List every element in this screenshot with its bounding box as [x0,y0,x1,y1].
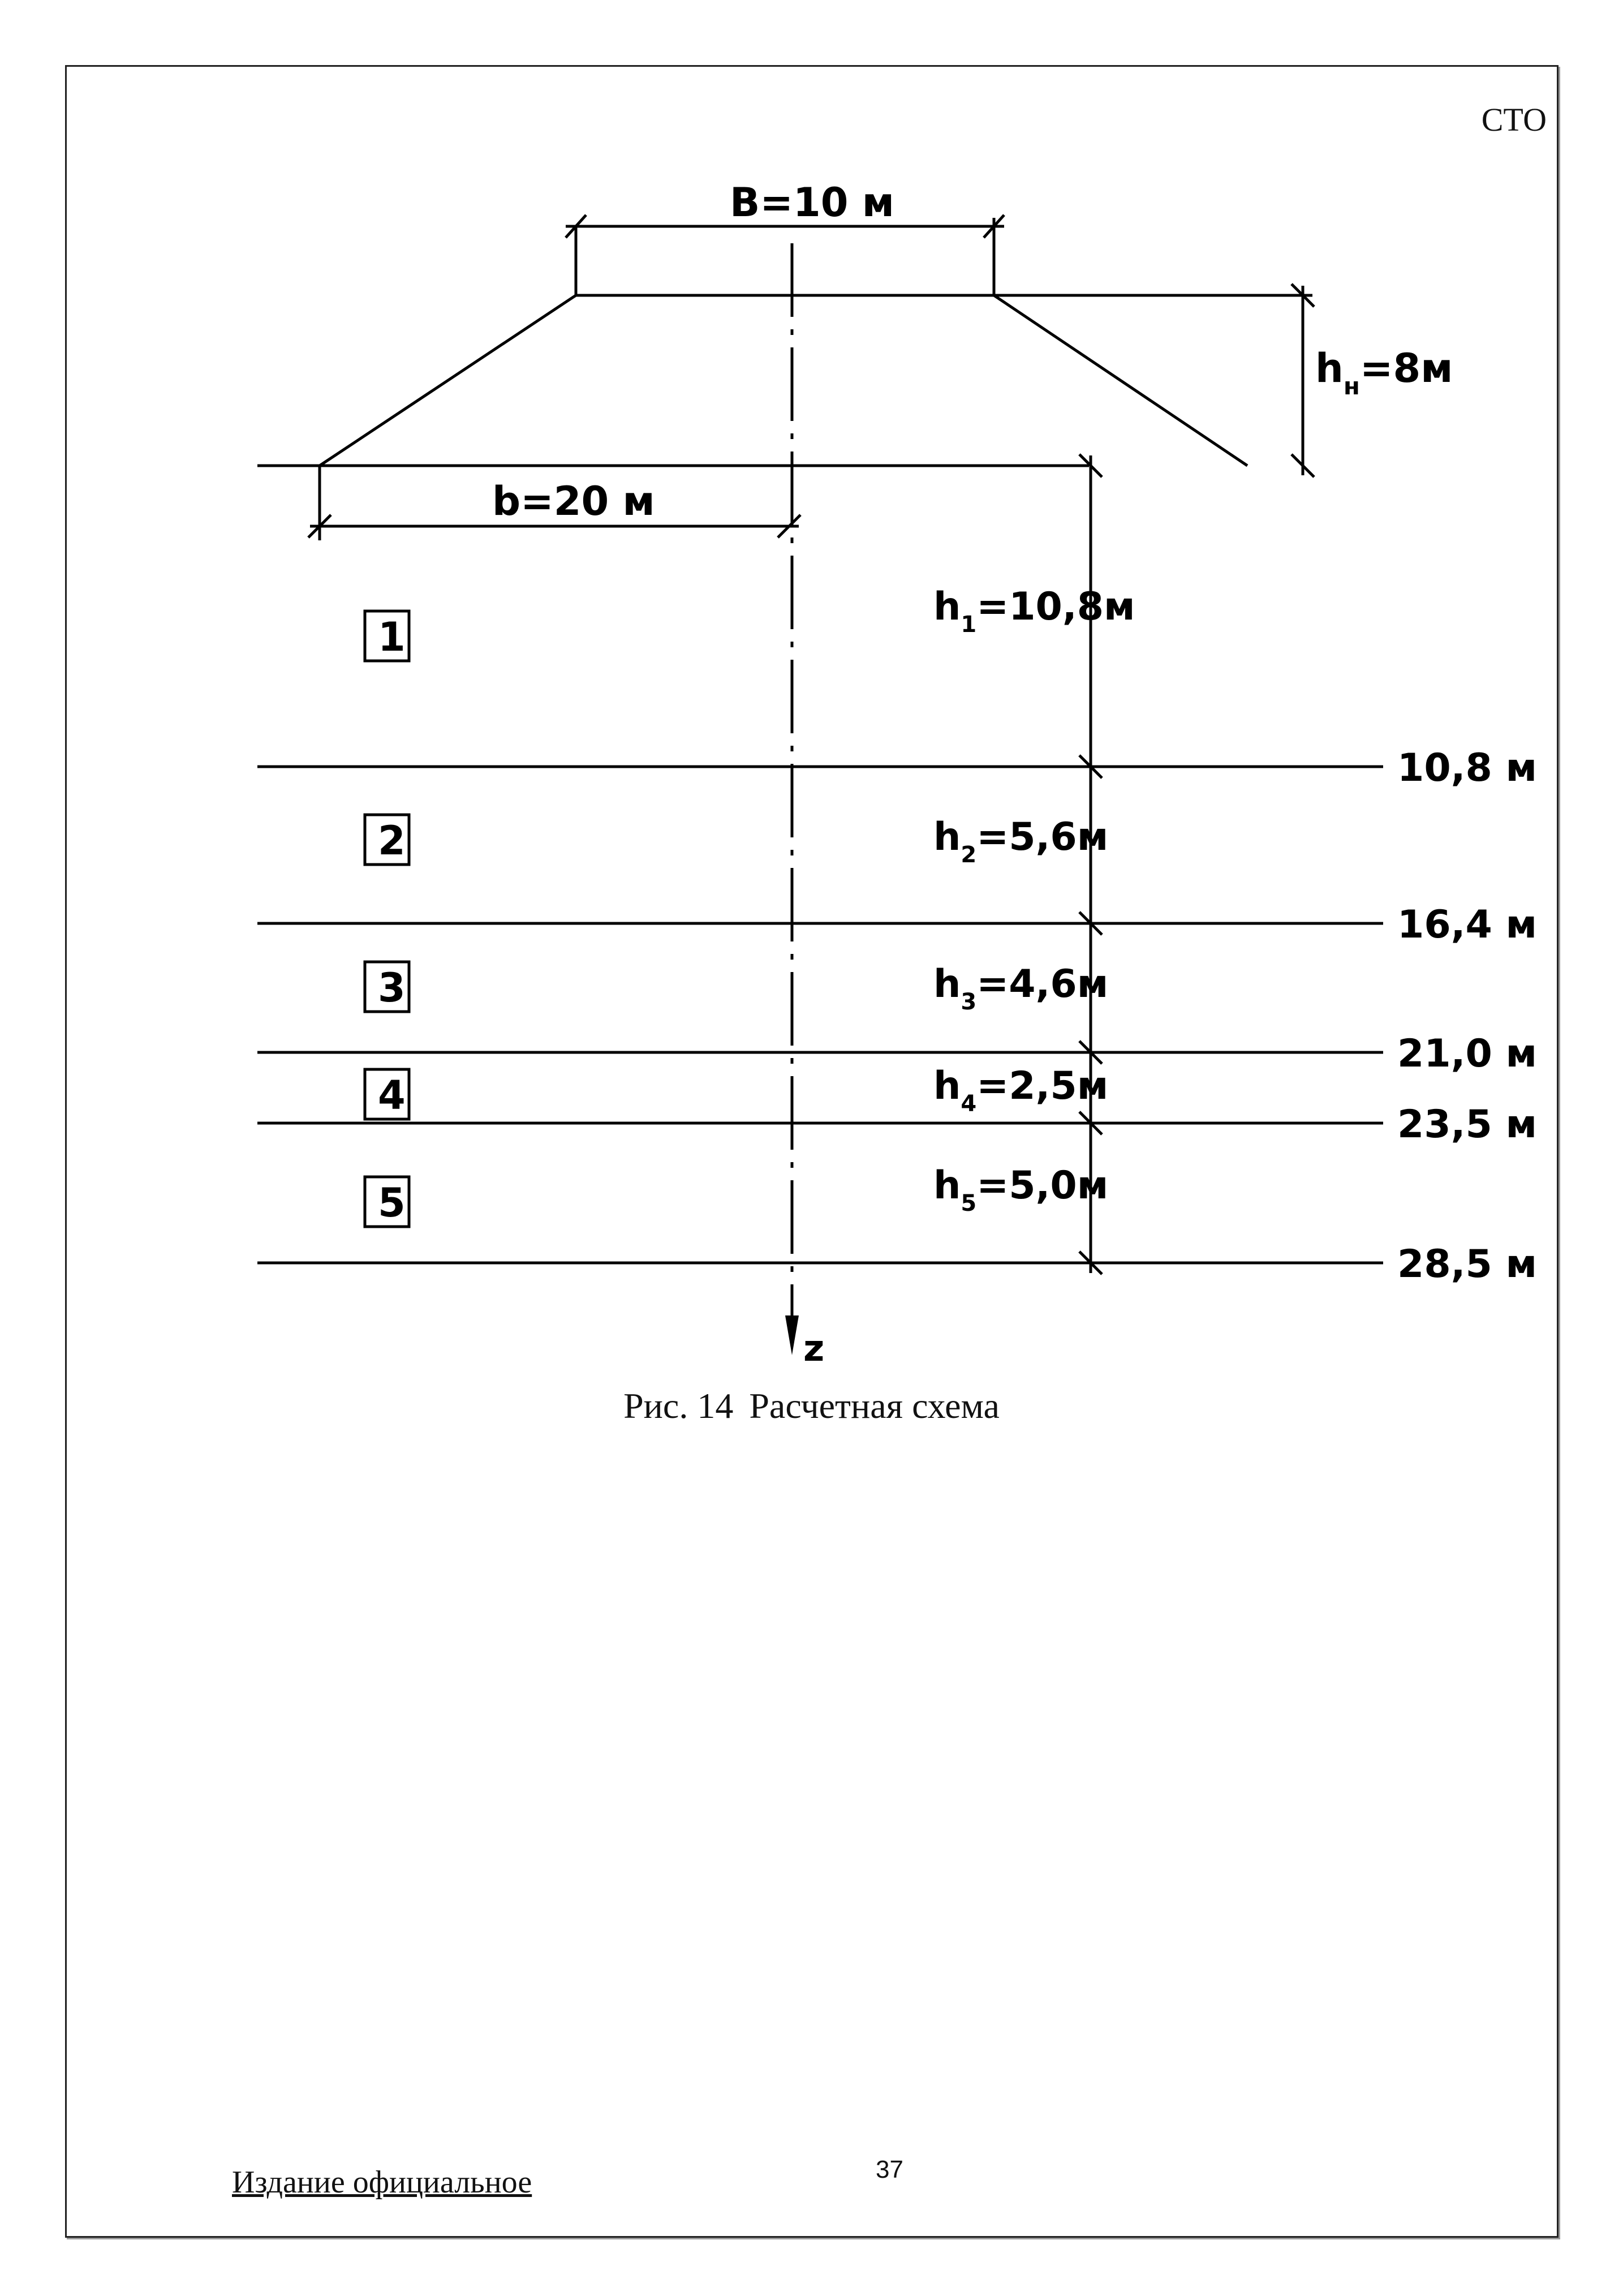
base-half-width-label: b=20 м [492,478,655,524]
layer-number-3: 3 [378,965,406,1011]
z-axis-arrow [785,1315,799,1355]
page-number: 37 [876,2156,903,2183]
depth-label-2: 16,4 м [1397,902,1538,947]
top-width-label: B=10 м [730,179,895,226]
depth-label-5: 28,5 м [1397,1242,1538,1287]
figure-caption [0,1385,1623,1427]
layer-number-4: 4 [378,1072,406,1119]
embankment-outline [320,295,1247,466]
edition-note: Издание официальное [232,2165,532,2200]
layer-thickness-4: $h_4=2,5м$ [933,1064,1109,1117]
document-code: СТО [1481,101,1547,138]
figure-caption-number: Рис. 14 [623,1386,734,1426]
z-axis-label: z [803,1328,825,1370]
layer-number-2: 2 [378,818,406,864]
layer-thickness-5: $h_5=5,0м$ [933,1163,1109,1216]
layer-thickness-3: $h_3=4,6м$ [933,962,1109,1015]
layer-thickness-2: $h_2=5,6м$ [933,815,1109,868]
embankment-height-label: $h_н=8м$ [1315,345,1453,400]
layer-number-1: 1 [378,614,406,660]
figure-caption-text: Расчетная схема [749,1386,1000,1426]
depth-label-4: 23,5 м [1397,1102,1538,1147]
layer-thickness-1: $h_1=10,8м$ [933,584,1135,638]
depth-label-3: 21,0 м [1397,1031,1538,1076]
depth-label-1: 10,8 м [1397,746,1538,790]
layer-number-5: 5 [378,1180,406,1226]
